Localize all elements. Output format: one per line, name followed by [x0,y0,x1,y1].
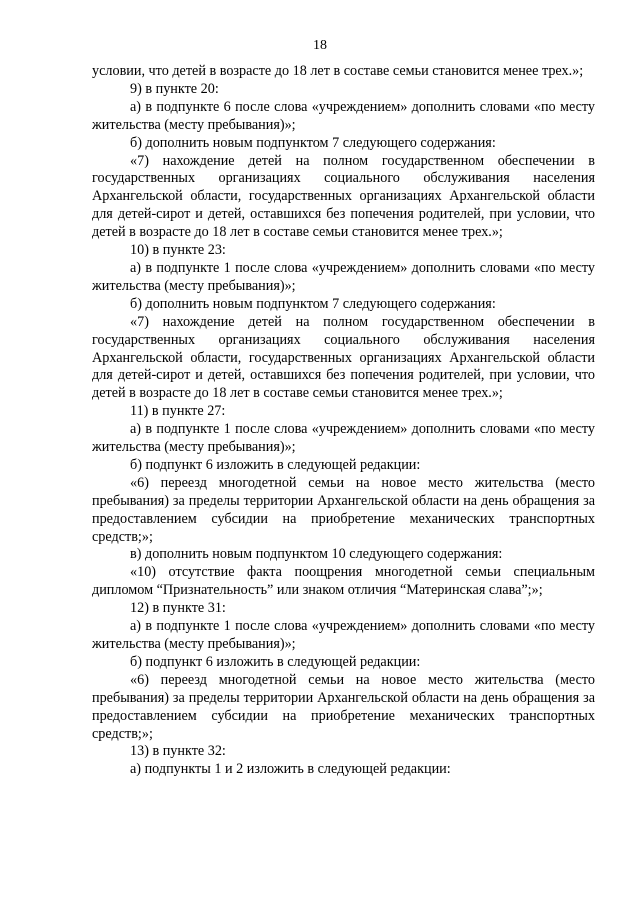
paragraph-item-11v: в) дополнить новым подпунктом 10 следующего содержания: [130,546,503,563]
page-number: 18 [313,38,327,53]
paragraph-item-12b: б) подпункт 6 изложить в следующей редакции: [130,653,421,670]
paragraph-item-9b: б) дополнить новым подпунктом 7 следующего содержания: [130,134,496,151]
paragraph-item-12: 12) в пункте 31: [130,600,226,617]
paragraph-item-9: 9) в пункте 20: [130,80,219,97]
paragraph-item-10a: а) в подпункте 1 после слова «учреждением» дополнить словами «по месту жительства (месту пребывания)»; [92,259,595,294]
paragraph-continuation: условии, что детей в возрасте до 18 лет в составе семьи становится менее трех.»; [92,63,584,79]
paragraph-subitem-6-text: «6) переезд многодетной семьи на новое место жительства (место пребывания) за пределы территории Архангельской области на день обращения за предоставлением субсидии на приобретение механических транспортных средств;»; [92,474,595,545]
paragraph-subitem-10-text: «10) отсутствие факта поощрения многодетной семьи специальным дипломом “Признательность” или знаком отличия “Материнская слава”;»; [92,564,595,599]
paragraph-item-13a: а) подпункты 1 и 2 изложить в следующей редакции: [130,761,451,778]
paragraph-item-10: 10) в пункте 23: [130,242,226,259]
paragraph-item-12a: а) в подпункте 1 после слова «учреждением» дополнить словами «по месту жительства (месту пребывания)»; [92,618,595,652]
paragraph-subitem-6-text: «6) переезд многодетной семьи на новое место жительства (место пребывания) за пределы территории Архангельской области на день обращения за предоставлением субсидии на приобретение механических транспортных средств;»; [92,671,595,742]
paragraph-item-13: 13) в пункте 32: [130,743,226,760]
paragraph-item-9a: а) в подпункте 6 после слова «учреждением» дополнить словами «по месту жительства (месту пребывания)»; [92,98,595,133]
paragraph-subitem-7-text: «7) нахождение детей на полном государственном обеспечении в государственных организациях социального обслуживания населения Архангельской области, государственных организациях Архангельской области для детей-сирот и детей, оставшихся без попечения родителей, при условии, что детей в возрасте до 18 лет в составе семьи становится менее трех.»; [92,313,595,402]
paragraph-item-10b: б) дополнить новым подпунктом 7 следующего содержания: [130,295,496,312]
document-body [92,63,595,779]
paragraph-item-11a: а) в подпункте 1 после слова «учреждением» дополнить словами «по месту жительства (месту пребывания)»; [92,421,595,456]
paragraph-subitem-7-text: «7) нахождение детей на полном государственном обеспечении в государственных организациях социального обслуживания населения Архангельской области, государственных организациях Архангельской области для детей-сирот и детей, оставшихся без попечения родителей, при условии, что детей в возрасте до 18 лет в составе семьи становится менее трех.»; [92,152,595,241]
paragraph-item-11b: б) подпункт 6 изложить в следующей редакции: [130,456,421,473]
paragraph-item-11: 11) в пункте 27: [130,403,226,420]
